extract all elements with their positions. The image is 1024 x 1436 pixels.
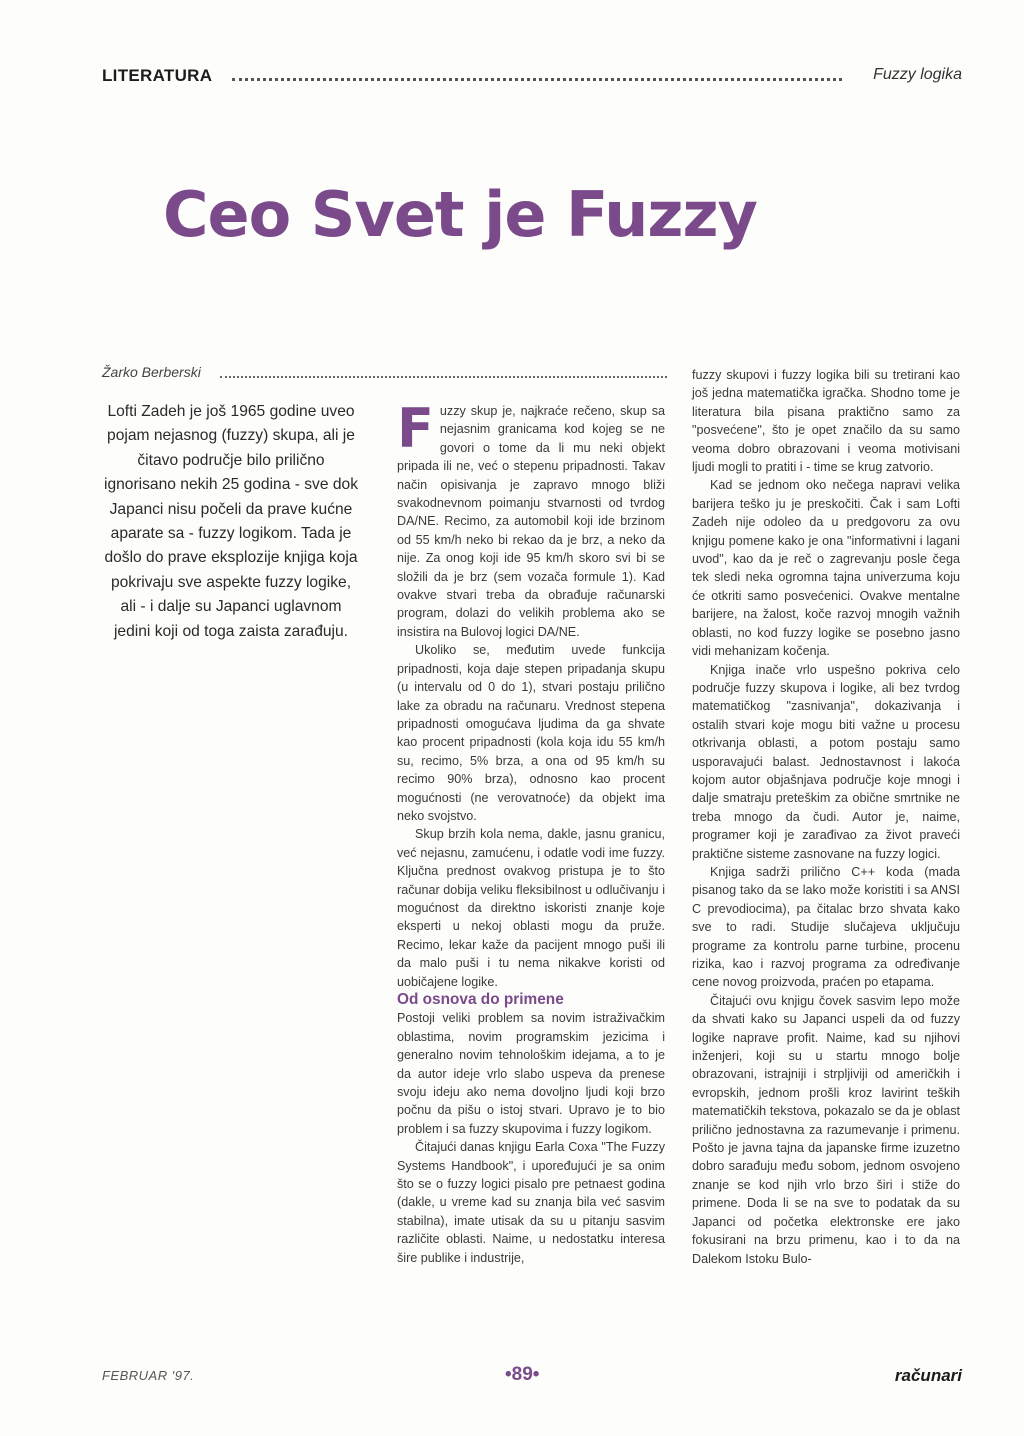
article-title: Ceo Svet je Fuzzy	[163, 178, 757, 251]
body-paragraph: Knjiga inače vrlo uspešno pokriva celo područje fuzzy skupova i logike, ali bez tvrdog matematičkog "zasnivanja", dokazivanja i ostalih stvari koje mogu biti važne u procesu otkrivanja oblasti, a potom postaju samo usporavajući balast. Jednostavnost i lakoća kojom autor objašnjava područje koje mnogi i dalje smatraju preteškim za obične smrtnike ne treba mnogo da čudi. Autor je, naime, programer koji je zarađivao za život praveći praktične sisteme zasnovane na fuzzy logici.	[692, 662, 960, 861]
body-column-3	[692, 366, 960, 1268]
author-name: Žarko Berberski	[102, 364, 201, 380]
body-paragraph: Kad se jednom oko nečega napravi velika barijera teško ju je preskočiti. Čak i sam Lofti Zadeh nije odoleo da u predgovoru za ovu knjigu pomene kako je ona "informativni i lagani uvod", kao da je reč o zagrevanju posle čega tek sledi neka ogromna tajna univerzuma koju će otkriti samo posvećenici. Ovakve mentalne barijere, na žalost, koče razvoj mnogih važnih oblasti, no kod fuzzy logike se posebno jasno vidi mehanizam kočenja.	[692, 478, 960, 659]
running-header	[102, 66, 962, 90]
issue-date: FEBRUAR '97.	[102, 1368, 195, 1383]
drop-cap: F	[397, 397, 434, 460]
topic-label: Fuzzy logika	[873, 66, 962, 83]
body-paragraph: Čitajući ovu knjigu čovek sasvim lepo može da shvati kako su Japanci uspeli da od fuzzy logike naprave profit. Naime, kad su njihovi inženjeri, koji su u startu mnogo bolje obrazovani, istrajniji i strpljiviji od američkih i evropskih, jednom prošli kroz lavirint teških matematičkih tekstova, pokazalo se da je oblast prilično jednostavna za razumevanje i primenu. Pošto je javna tajna da japanske firme izuzetno dobro sarađuju među sobom, jednom osvojeno znanje se kod njih vrlo brzo širi i stiže do primene. Doda li se na sve to podatak da su Japanci od početka elektronske ere jako fokusirani na brzu primenu, kao i to da na Dalekom Istoku Bulo-	[692, 993, 960, 1266]
byline-dot-leader	[220, 376, 667, 378]
body-paragraph: fuzzy skupovi i fuzzy logika bili su tretirani kao još jedna matematička igračka. Shodno tome je literatura bila pisana praktično samo za "posvećene", što je opet značilo da su samo veoma dobro obrazovani i veoma motivisani ljudi mogli to pratiti i - time se krug zatvorio.	[692, 368, 960, 475]
body-paragraph	[397, 397, 665, 641]
page-number: •89•	[505, 1364, 540, 1385]
body-paragraph: Čitajući danas knjigu Earla Coxa "The Fuzzy Systems Handbook", i upoređujući je sa onim što se o fuzzy logici pisalo pre petnaest godina (dakle, u vreme kad su znanja bila već sasvim stabilna), imate utisak da su u pitanju sasvim različite oblasti. Naime, u nedostatku interesa šire publike i industrije,	[397, 1140, 665, 1265]
paragraph-text: uzzy skup je, najkraće rečeno, skup sa nejasnim granicama kod kojeg se ne govori o tome da li mu neki objekt pripada ili ne, već o stepenu pripadnosti. Takav način opisivanja je zapravo mnogo bliži svakodnevnom poimanju stvarnosti od tvrdog DA/NE. Recimo, za automobil koji ide brzinom od 55 km/h neko bi rekao da je brz, a neko da nije. Za onog koji ide 95 km/h skoro svi bi se složili da je brz (sem vozača formule 1). Kad ovakve stvari treba da obrađuje računarski program, dolazi do velikih problema ako se insistira na Bulovoj logici DA/NE.	[397, 404, 665, 639]
section-subhead: Od osnova do primene	[397, 991, 564, 1008]
magazine-name: računari	[894, 1366, 962, 1385]
body-paragraph: Postoji veliki problem sa novim istraživačkim oblastima, novim programskim jezicima i generalno novim tehnološkim idejama, a to je da autor ideje vrlo slabo uspeva da prenese svoju ideju ako nema dovoljno ljudi koji brzo počnu da pišu o istoj stvari. Upravo je to bio problem i sa fuzzy skupovima i fuzzy logikom.	[397, 1011, 665, 1136]
body-column-2	[397, 397, 665, 1267]
header-dot-leader	[232, 78, 842, 81]
body-paragraph: Ukoliko se, međutim uvede funkcija pripadnosti, koja daje stepen pripadanja skupu (u intervalu od 0 do 1), stvari postaju prilično lake za obradu na računaru. Vrednost stepena pripadnosti omogućava ljudima da ga shvate kao procent pripadnosti (kola koja idu 55 km/h su, recimo, 5% brza, a ona od 95 km/h su recimo 90% brza), odnosno kao procent mogućnosti (ne verovatnoće) da objekt ima neko svojstvo.	[397, 643, 665, 823]
body-paragraph: Skup brzih kola nema, dakle, jasnu granicu, već nejasnu, zamućenu, i odatle vodi ime fuzzy. Ključna prednost ovakvog pristupa je to što računar dobija veliku fleksibilnost u odlučivanju i mogućnost da direktno iskoristi znanje koje eksperti u nekoj oblasti mogu da pruže. Recimo, lekar kaže da pacijent mnogo puši ili da malo puši i tu nema nikakve koristi od uobičajene logike.	[397, 827, 665, 989]
byline	[102, 364, 667, 384]
section-label: LITERATURA	[102, 66, 213, 85]
body-paragraph: Knjiga sadrži prilično C++ koda (mada pisanog tako da se lako može koristiti i sa ANSI C prevodiocima), pa čitalac brzo shvata kako sve to radi. Studije slučajeva uključuju programe za kontrolu parne turbine, procenu rizika, kao i razvoj programa za određivanje cene novog proizvoda, praćen po etapama.	[692, 864, 960, 990]
lead-paragraph: Lofti Zadeh je još 1965 godine uveo pojam nejasnog (fuzzy) skupa, ali je čitavo područje bilo prilično ignorisano nekih 25 godina - sve dok Japanci nisu počeli da prave kućne aparate sa - fuzzy logikom. Tada je došlo do prave eksplozije knjiga koja pokrivaju sve aspekte fuzzy logike, ali - i dalje su Japanci uglavnom jedini koji od toga zaista zarađuju.	[104, 403, 358, 640]
